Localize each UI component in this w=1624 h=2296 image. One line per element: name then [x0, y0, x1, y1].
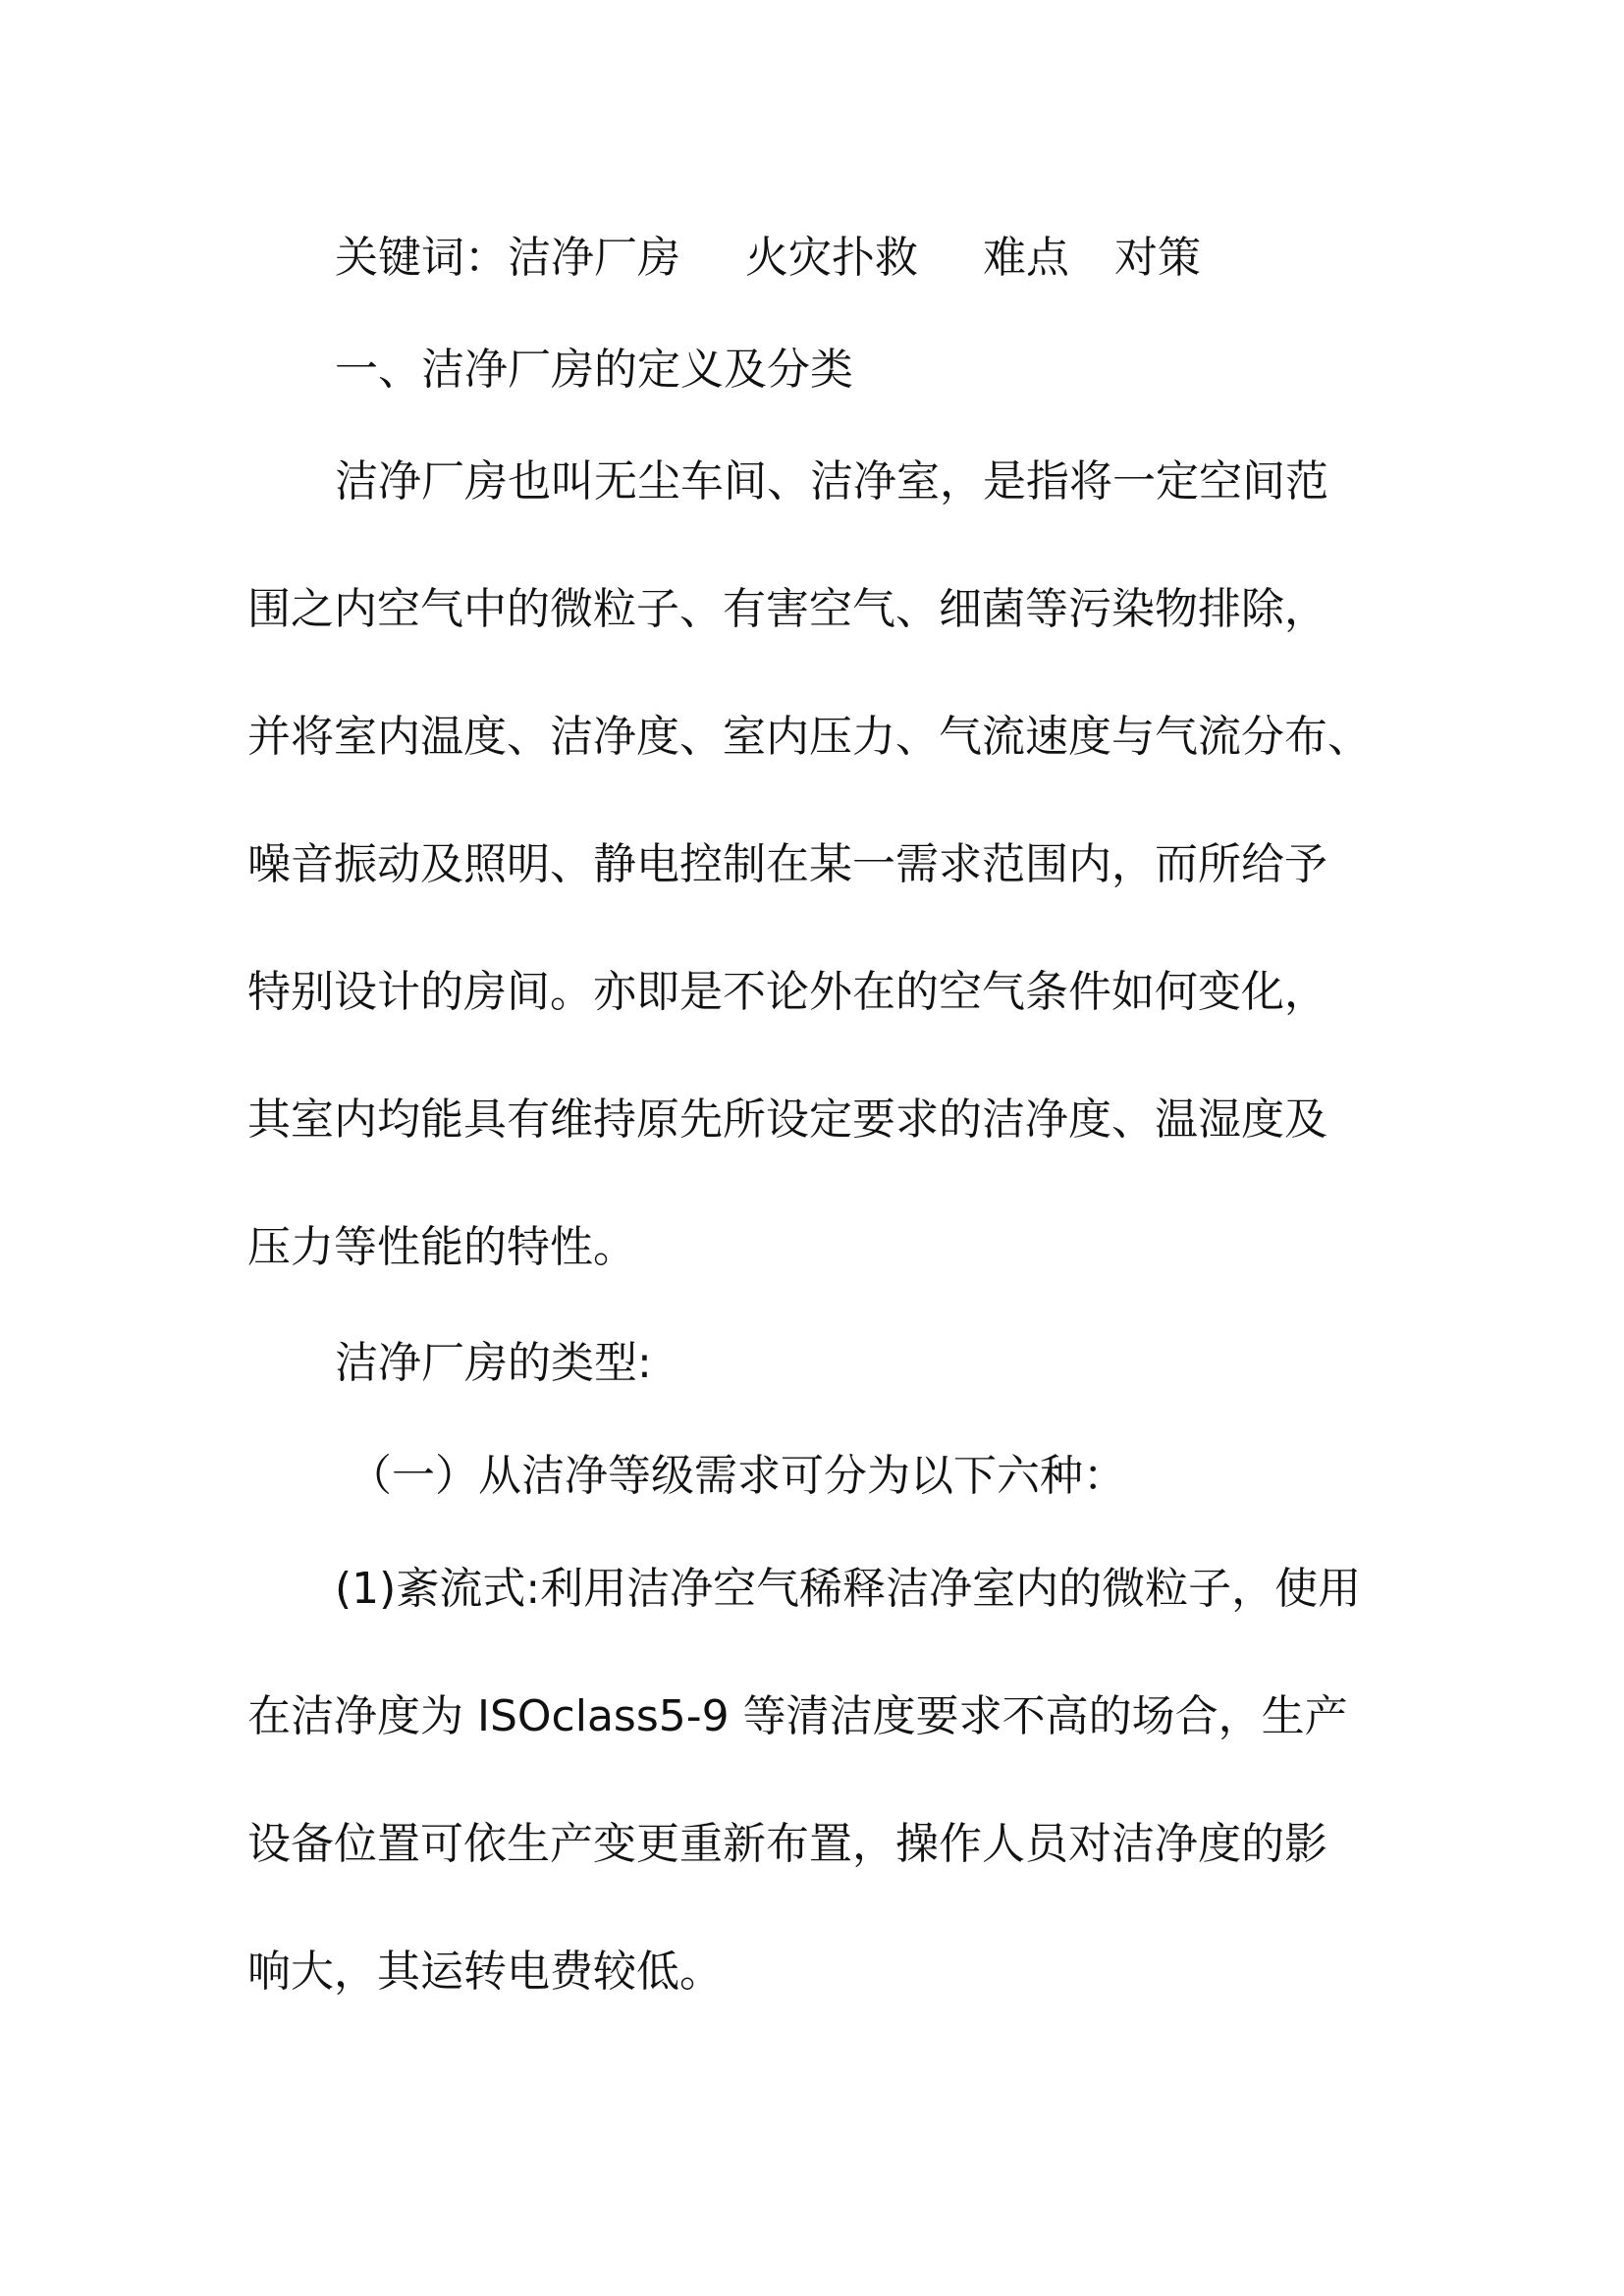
paragraph-line: 洁净厂房也叫无尘车间、洁净室，是指将一定空间范	[335, 456, 1328, 507]
paragraph-line: 噪音振动及照明、静电控制在某一需求范围内，而所给予	[247, 839, 1327, 889]
section-heading: 一、洁净厂房的定义及分类	[335, 345, 853, 395]
types-label: 洁净厂房的类型:	[335, 1338, 652, 1388]
subheading: （一）从洁净等级需求可分为以下六种：	[349, 1451, 1126, 1501]
keywords-line	[335, 229, 1201, 288]
paragraph-line: 其室内均能具有维持原先所设定要求的洁净度、温湿度及	[247, 1095, 1327, 1145]
list-item-line: (1)紊流式:利用洁净空气稀释洁净室内的微粒子，使用	[335, 1564, 1362, 1614]
list-item-line: 设备位置可依生产变更重新布置，操作人员对洁净度的影	[247, 1819, 1327, 1869]
paragraph-line: 压力等性能的特性。	[247, 1222, 636, 1272]
paragraph-line: 特别设计的房间。亦即是不论外在的空气条件如何变化，	[247, 967, 1327, 1017]
keywords-label: 关键词：	[335, 233, 508, 283]
list-item-line: 在洁净度为 ISOclass5-9 等清洁度要求不高的场合，生产	[247, 1691, 1348, 1741]
paragraph-line: 并将室内温度、洁净度、室内压力、气流速度与气流分布、	[247, 712, 1371, 762]
list-item-line: 响大，其运转电费较低。	[247, 1947, 723, 1997]
keyword-term: 难点	[983, 233, 1069, 283]
paragraph-line: 围之内空气中的微粒子、有害空气、细菌等污染物排除，	[247, 584, 1327, 634]
keyword-term: 对策	[1114, 233, 1201, 283]
keyword-term: 火灾扑救	[745, 233, 918, 283]
keyword-term: 洁净厂房	[508, 233, 680, 283]
